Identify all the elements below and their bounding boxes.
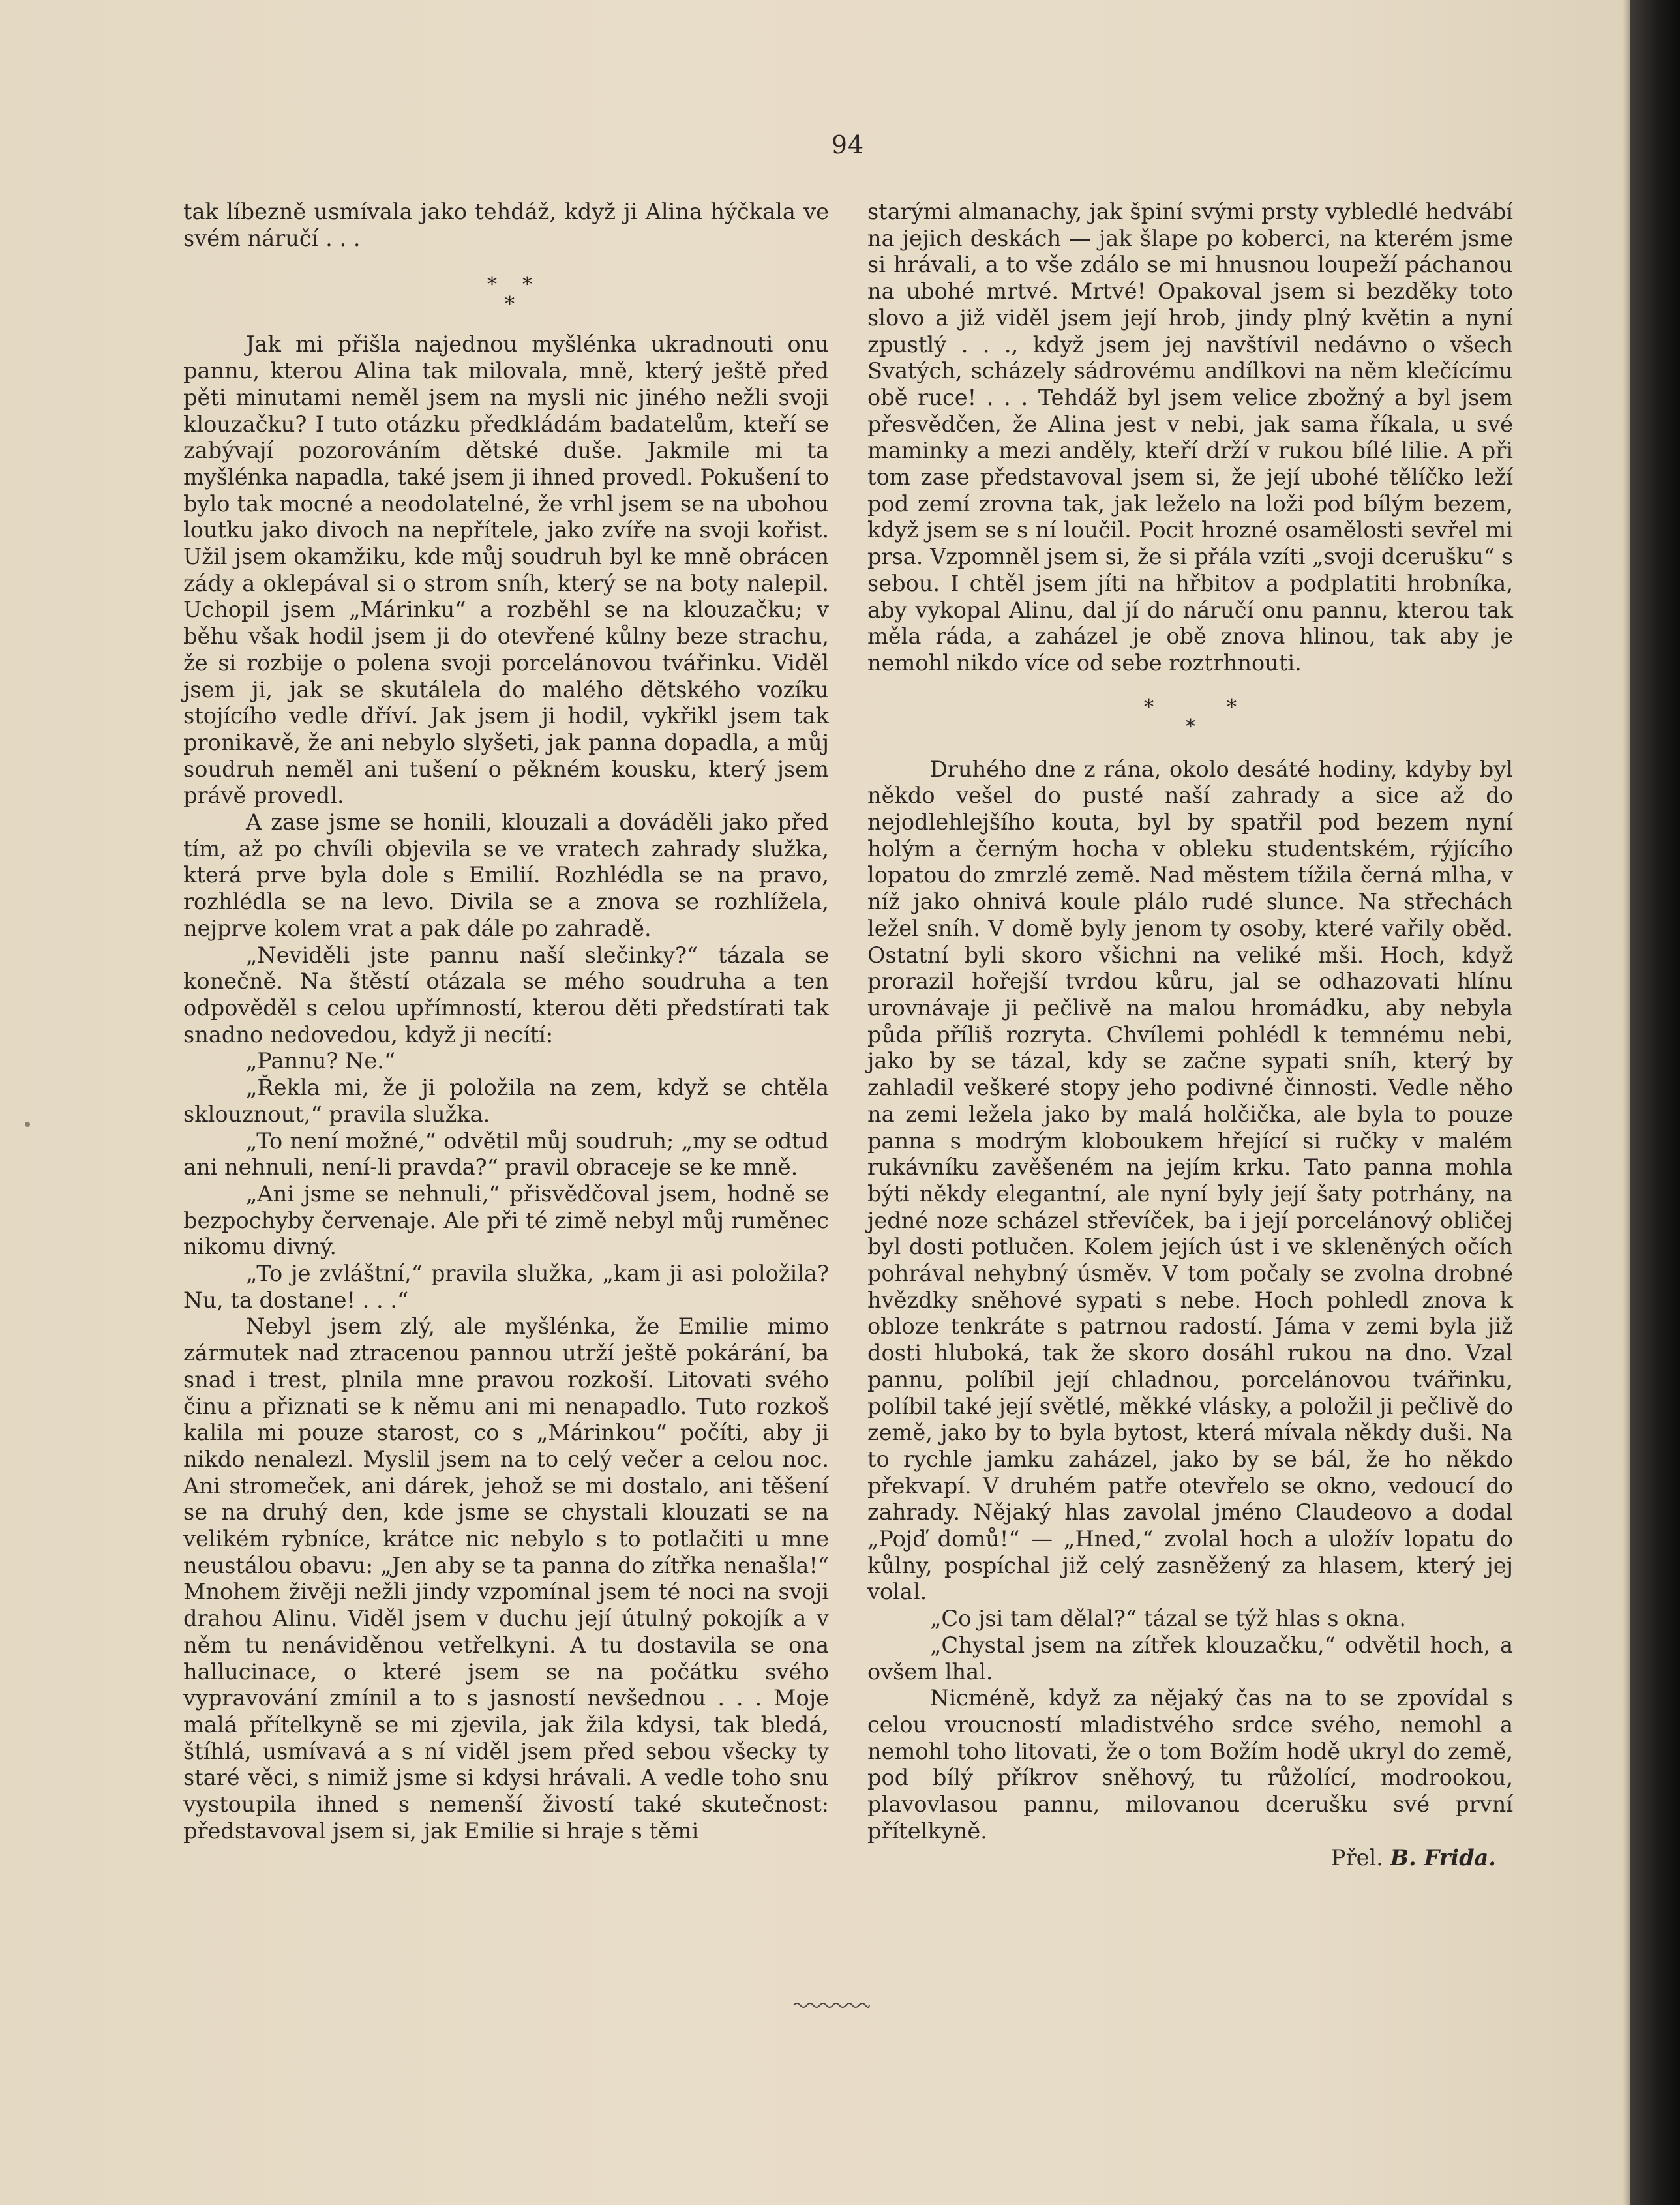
- right-column: [867, 199, 1513, 1872]
- paper-speck: [25, 1122, 30, 1127]
- end-flourish-icon: [792, 2001, 871, 2010]
- paragraph: „To je zvláštní,“ pravila služka, „kam ji asi položila? Nu, ta dostane! . . .“: [183, 1261, 829, 1313]
- asterisk: *: [522, 273, 532, 297]
- asterisk: *: [487, 273, 497, 297]
- paragraph: „Pannu? Ne.“: [246, 1048, 396, 1074]
- paragraph: „To není možné,“ odvětil můj soudruh; „my se odtud ani nehnuli, není-li pravda?“ pravil obraceje se ke mně.: [183, 1128, 829, 1180]
- asterisk: *: [1227, 695, 1237, 719]
- paragraph: „Neviděli jste pannu naší slečinky?“ tázala se konečně. Na štěstí otázala se mého soudruha a ten odpověděl s celou upřímností, kterou děti předstírati tak snadno nedovedou, když ji necítí:: [183, 942, 829, 1047]
- translator-signature: [867, 1844, 1513, 1872]
- paragraph: Nebyl jsem zlý, ale myšlénka, že Emilie mimo zármutek nad ztracenou pannou utrží ještě pokárání, ba snad i trest, plnila mne pravou rozkoší. Litovati svého činu a přiznati se k němu ani mi nenapadlo. Tuto rozkoš kalila mi pouze starost, co s „Márinkou“ počíti, aby ji nikdo nenalezl. Myslil jsem na to celý večer a celou noc. Ani stromeček, ani dárek, jehož se mi dostalo, ani těšení se na druhý den, kde jsme se chystali klouzati se na velikém rybníce, krátce nic nebylo s to potlačiti u mne neustálou obavu: „Jen aby se ta panna do zítřka nenašla!“ Mnohem živěji nežli jindy vzpomínal jsem té noci na svoji drahou Alinu. Viděl jsem v duchu její útulný pokojík a v něm tu nenáviděnou vetřelkyni. A tu dostavila se ona hallucinace, o které jsem se na počátku svého vypravování zmínil a to s jasností nevšednou . . . Moje malá přítelkyně se mi zjevila, jak žila kdysi, tak bledá, štíhlá, usmívavá a s ní viděl jsem před sebou všecky ty staré věci, s nimiž jsme si kdysi hrávali. A vedle toho snu vystoupila ihned s nemenší živostí také skutečnost: představoval jsem si, jak Emilie si hraje s těmi: [183, 1313, 829, 1844]
- paragraph: Druhého dne z rána, okolo desáté hodiny, kdyby byl někdo vešel do pusté naší zahrady a sice až do nejodlehlejšího kouta, byl by spatřil pod bezem nyní holým a černým hocha v obleku studentském, rýjícího lopatou do zmrzlé země. Nad městem tížila černá mlha, v níž jako ohnivá koule plálo rudé slunce. Na střechách ležel sníh. V domě byly jenom ty osoby, které vařily oběd. Ostatní byli skoro všichni na veliké mši. Hoch, když prorazil hořejší tvrdou kůru, jal se odhazovati hlínu urovnávaje ji pečlivě na malou hromádku, aby nebyla půda příliš rozryta. Chvílemi pohlédl k temnému nebi, jako by se tázal, kdy se začne sypati sníh, který by zahladil veškeré stopy jeho podivné činnosti. Vedle něho na zemi ležela jako by malá holčička, ale byla to pouze panna s modrým kloboukem hřející si ručky v malém rukávníku zavěšeném na jejím krku. Tato panna mohla býti někdy elegantní, ale nyní byly její šaty potrhány, na jedné noze scházel střevíček, ba i její porcelánový obličej byl dosti potlučen. Kolem jejích úst i ve skleněných očích pohrával nehybný úsměv. V tom počaly se zvolna drobné hvězdky sněhové sypati s nebe. Hoch pohledl znova k obloze tenkráte s patrnou radostí. Jáma v zemi byla již dosti hluboká, tak že skoro dosáhl rukou na dno. Vzal pannu, políbil její chladnou, porcelánovou tvářinku, políbil také její světlé, měkké vlásky, a položil ji pečlivě do země, jako by to byla bytost, která mívala někdy duši. Na to rychle jamku zaházel, jako by se bál, že ho někdo překvapí. V druhém patře otevřelo se okno, vedoucí do zahrady. Nějaký hlas zavolal jméno Claudeovo a dodal „Pojď domů!“ — „Hned,“ zvolal hoch a uložív lopatu do kůlny, pospíchal již celý zasněžený za hlasem, který jej volal.: [867, 756, 1513, 1605]
- paragraph: „Chystal jsem na zítřek klouzačku,“ odvětil hoch, a ovšem lhal.: [867, 1632, 1513, 1685]
- left-column: [183, 199, 829, 1844]
- paragraph: Jak mi přišla najednou myšlénka ukradnouti onu pannu, kterou Alina tak milovala, mně, který ještě před pěti minutami neměl jsem na mysli nic jiného nežli svoji klouzačku? I tuto otázku předkládám badatelům, kteří se zabývají pozorováním dětské duše. Jakmile mi ta myšlénka napadla, také jsem ji ihned provedl. Pokušení to bylo tak mocné a neodolatelné, že vrhl jsem se na ubohou loutku jako divoch na nepřítele, jako zvíře na svoji kořist. Užil jsem okamžiku, kde můj soudruh byl ke mně obrácen zády a oklepával si o strom sníh, který se na boty nalepil. Uchopil jsem „Márinku“ a rozběhl se na klouzačku; v běhu však hodil jsem ji do otevřené kůlny beze strachu, že si rozbije o polena svoji porcelánovou tvářinku. Viděl jsem ji, jak se skutálela do malého dětského vozíku stojícího vedle dříví. Jak jsem ji hodil, vykřikl jsem tak pronikavě, že ani nebylo slyšeti, jak panna dopadla, a můj soudruh neměl ani tušení o pěkném kousku, který jsem právě provedl.: [183, 331, 829, 809]
- book-spine: [1630, 0, 1680, 2205]
- paragraph: starými almanachy, jak špiní svými prsty vybledlé hedvábí na jejich deskách — jak šlape po koberci, na kterém jsme si hrávali, a to vše zdálo se mi hnusnou loupeží páchanou na ubohé mrtvé. Mrtvé! Opakoval jsem si bezděky toto slovo a již viděl jsem její hrob, jindy plný květin a nyní zpustlý . . ., když jsem jej navštívil nedávno o všech Svatých, scházely sádrovému andílkovi na něm klečícímu obě ruce! . . . Tehdáž byl jsem velice zbožný a byl jsem přesvědčen, že Alina jest v nebi, jak sama říkala, u své maminky a mezi anděly, kteří drží v rukou bílé lilie. A při tom zase představoval jsem si, že její ubohé tělíčko leží pod zemí zrovna tak, jak leželo na loži pod bílým bezem, když jsem se s ní loučil. Pocit hrozné osamělosti sevřel mi prsa. Vzpomněl jsem si, že si přála vzíti „svoji dcerušku“ s sebou. I chtěl jsem jíti na hřbitov a podplatiti hrobníka, aby vykopal Alinu, dal jí do náručí onu pannu, kterou tak měla ráda, a zaházel je obě znova hlinou, tak aby je nemohl nikdo více od sebe roztrhnouti.: [867, 199, 1513, 676]
- paragraph: Nicméně, když za nějaký čas na to se zpovídal s celou vroucností mladistvého srdce svého, nemohl a nemohl toho litovati, že o tom Božím hodě ukryl do země, pod bílý příkrov sněhový, tu růžolící, modrookou, plavovlasou pannu, milovanou dcerušku své první přítelkyně.: [867, 1685, 1513, 1844]
- asterisk: *: [1144, 695, 1154, 719]
- asterisk: *: [505, 293, 515, 316]
- paragraph: „Ani jsme se nehnuli,“ přisvědčoval jsem, hodně se bezpochyby červenaje. Ale při té zimě nebyl můj ruměnec nikomu divný.: [183, 1180, 829, 1260]
- paragraph: „Řekla mi, že ji položila na zem, když se chtěla sklouznout,“ pravila služka.: [183, 1075, 829, 1127]
- paragraph: „Co jsi tam dělal?“ tázal se týž hlas s okna.: [930, 1606, 1407, 1632]
- page-number: 94: [831, 130, 865, 159]
- paragraph: tak líbezně usmívala jako tehdáž, když ji Alina hýčkala ve svém náručí . . .: [183, 199, 829, 251]
- paragraph: A zase jsme se honili, klouzali a dováděli jako před tím, až po chvíli objevila se ve vratech zahrady služka, která prve byla dole s Emilií. Rozhlédla se na pravo, rozhlédla se na levo. Divila se a znova se rozhlížela, nejprve kolem vrat a pak dále po zahradě.: [183, 809, 829, 941]
- signature-prefix: Přel.: [1330, 1845, 1383, 1871]
- section-break: [183, 252, 829, 331]
- asterisk: *: [1186, 715, 1195, 738]
- translator-name: B. Frida.: [1390, 1844, 1496, 1871]
- section-break: [867, 677, 1513, 757]
